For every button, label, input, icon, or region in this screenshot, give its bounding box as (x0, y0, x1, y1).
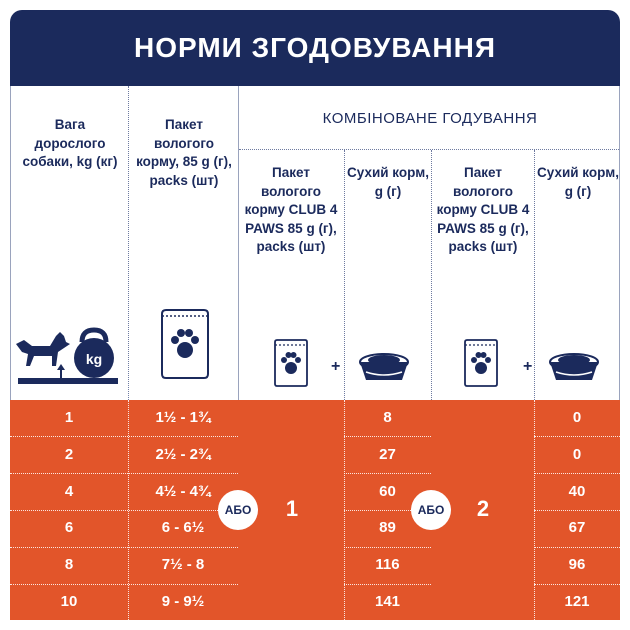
paw-pouch-icon (158, 308, 212, 380)
paw-pouch-icon (272, 338, 310, 388)
frame-left (10, 86, 11, 400)
header-combo1-dry: Сухий корм, g (г) (347, 165, 429, 199)
plus-sign: + (523, 358, 533, 375)
cell-weight: 2 (64, 446, 74, 463)
frame-right (619, 86, 620, 400)
or-badge: АБО (411, 490, 451, 530)
cell-dry2: 0 (572, 409, 582, 426)
cell-wet: 1½ - 1¾ (155, 409, 211, 426)
cell-dry2: 0 (572, 446, 582, 463)
col-sep-5 (534, 150, 535, 400)
cell-weight: 10 (60, 593, 78, 610)
cell-dry2: 67 (568, 519, 586, 536)
or-badge: АБО (218, 490, 258, 530)
combo1-packs: 1 (285, 496, 299, 521)
col-sep-3 (344, 150, 345, 400)
cell-weight: 6 (64, 519, 74, 536)
cell-dry2: 121 (564, 593, 590, 610)
cell-wet: 2½ - 2¾ (155, 446, 211, 463)
cell-dry1: 60 (379, 483, 396, 500)
row-divider (344, 436, 431, 437)
cell-dry2: 40 (568, 483, 586, 500)
dog-kettlebell-icon (12, 322, 124, 392)
row-divider (534, 584, 620, 585)
cell-weight: 8 (64, 556, 74, 573)
col-sep-4 (431, 150, 432, 400)
row-divider (10, 584, 238, 585)
cell-dry1: 141 (374, 593, 401, 610)
cell-dry2: 96 (568, 556, 586, 573)
header-wet-pack: Пакет вологого корму, 85 g (г), packs (шт) (136, 117, 232, 188)
combined-divider (239, 149, 619, 150)
cell-weight: 4 (64, 483, 74, 500)
row-divider (534, 436, 620, 437)
header-combo1-wet: Пакет вологого корму CLUB 4 PAWS 85 g (г), packs (шт) (244, 165, 338, 254)
combined-feeding-title: КОМБІНОВАНЕ ГОДУВАННЯ (322, 110, 538, 127)
cell-wet: 9 - 9½ (161, 593, 205, 610)
cell-wet: 6 - 6½ (161, 519, 205, 536)
cell-dry1: 8 (383, 409, 392, 426)
cell-dry1: 89 (379, 519, 396, 536)
cell-wet: 7½ - 8 (161, 556, 205, 573)
cell-wet: 4½ - 4¾ (155, 483, 211, 500)
page-title: НОРМИ ЗГОДОВУВАННЯ (134, 32, 496, 63)
paw-pouch-icon (462, 338, 500, 388)
food-bowl-icon (546, 350, 602, 384)
cell-dry1: 27 (379, 446, 396, 463)
cell-weight: 1 (64, 409, 74, 426)
plus-sign: + (331, 358, 341, 375)
combo2-packs: 2 (476, 496, 490, 521)
header-weight: Вага дорослого собаки, kg (кг) (22, 117, 118, 169)
row-divider (344, 547, 431, 548)
header-combo2-wet: Пакет вологого корму CLUB 4 PAWS 85 g (г), packs (шт) (436, 165, 530, 254)
row-divider (344, 473, 431, 474)
food-bowl-icon (356, 350, 412, 384)
header-banner (10, 10, 620, 86)
row-divider (534, 547, 620, 548)
cell-dry1: 116 (375, 556, 400, 573)
row-divider (10, 510, 238, 511)
row-divider (10, 436, 238, 437)
col-sep-1 (128, 86, 129, 400)
kettlebell-label: kg (85, 351, 103, 367)
row-divider (10, 547, 238, 548)
header-combo2-dry: Сухий корм, g (г) (537, 165, 619, 199)
row-divider (10, 473, 238, 474)
row-divider (534, 473, 620, 474)
row-divider (344, 584, 431, 585)
col-sep-2 (238, 86, 239, 400)
row-divider (534, 510, 620, 511)
